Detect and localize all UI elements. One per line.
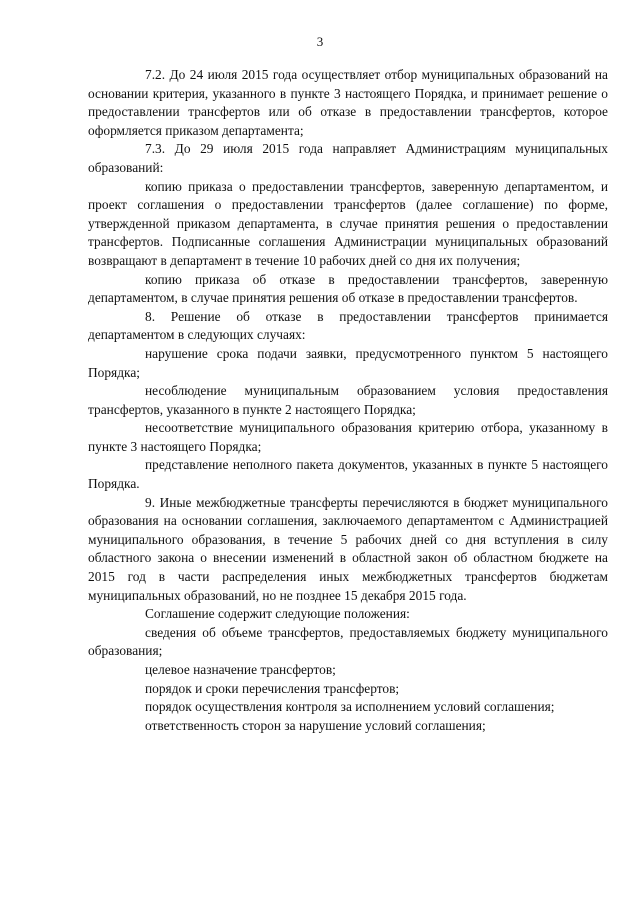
paragraph-7-3: 7.3. До 29 июля 2015 года направляет Администрациям муниципальных образований:: [88, 141, 608, 175]
paragraph-agreement-item-4: порядок осуществления контроля за исполнением условий соглашения;: [145, 699, 555, 715]
paragraph-copy-order-grant: копию приказа о предоставлении трансфертов, заверенную департаментом, и проект соглашения о предоставлении трансфертов (далее соглашение) по форме, утвержденной приказом департамента, в случае принятия решения о предоставлении трансфертов. Подписанные соглашения Администрации муниципальных образований возвращают в департамент в течение 10 рабочих дней со дня их получения;: [88, 178, 608, 268]
paragraph-copy-order-refusal: копию приказа об отказе в предоставлении трансфертов, заверенную департаментом, в случае принятия решения об отказе в предоставлении трансфертов.: [88, 271, 608, 306]
paragraph-agreement-intro: Соглашение содержит следующие положения:: [145, 606, 410, 622]
paragraph-refusal-reason-1: нарушение срока подачи заявки, предусмотренного пунктом 5 настоящего Порядка;: [88, 345, 608, 380]
paragraph-agreement-item-3: порядок и сроки перечисления трансфертов;: [145, 680, 400, 696]
paragraph-refusal-reason-4: представление неполного пакета документов, указанных в пункте 5 настоящего Порядка.: [88, 457, 608, 492]
document-body: [88, 66, 608, 735]
paragraph-8: 8. Решение об отказе в предоставлении трансфертов принимается департаментом в следующих случаях:: [88, 308, 608, 343]
paragraph-agreement-item-5: ответственность сторон за нарушение условий соглашения;: [145, 717, 486, 733]
paragraph-agreement-item-1: сведения об объеме трансфертов, предоставляемых бюджету муниципального образования;: [88, 624, 608, 659]
paragraph-refusal-reason-3: несоответствие муниципального образования критерию отбора, указанному в пункте 3 настоящего Порядка;: [88, 420, 608, 454]
paragraph-7-2: 7.2. До 24 июля 2015 года осуществляет отбор муниципальных образований на основании критерия, указанного в пункте 3 настоящего Порядка, и принимает решение о предоставлении трансфертов или об отказе в предоставлении трансфертов, которое оформляется приказом департамента;: [88, 67, 608, 138]
page-number: 3: [316, 34, 324, 49]
paragraph-refusal-reason-2: несоблюдение муниципальным образованием условия предоставления трансфертов, указанного в пункте 2 настоящего Порядка;: [88, 383, 608, 417]
paragraph-agreement-item-2: целевое назначение трансфертов;: [145, 662, 336, 677]
paragraph-9: 9. Иные межбюджетные трансферты перечисляются в бюджет муниципального образования на основании соглашения, заключаемого департаментом с Администрацией муниципального образования, в течение 5 рабочих дней со дня вступления в силу областного закона о внесении изменений в областной закон об областном бюджете на 2015 год в части распределения иных межбюджетных трансфертов бюджетам муниципальных образований, но не позднее 15 декабря 2015 года.: [88, 494, 608, 603]
